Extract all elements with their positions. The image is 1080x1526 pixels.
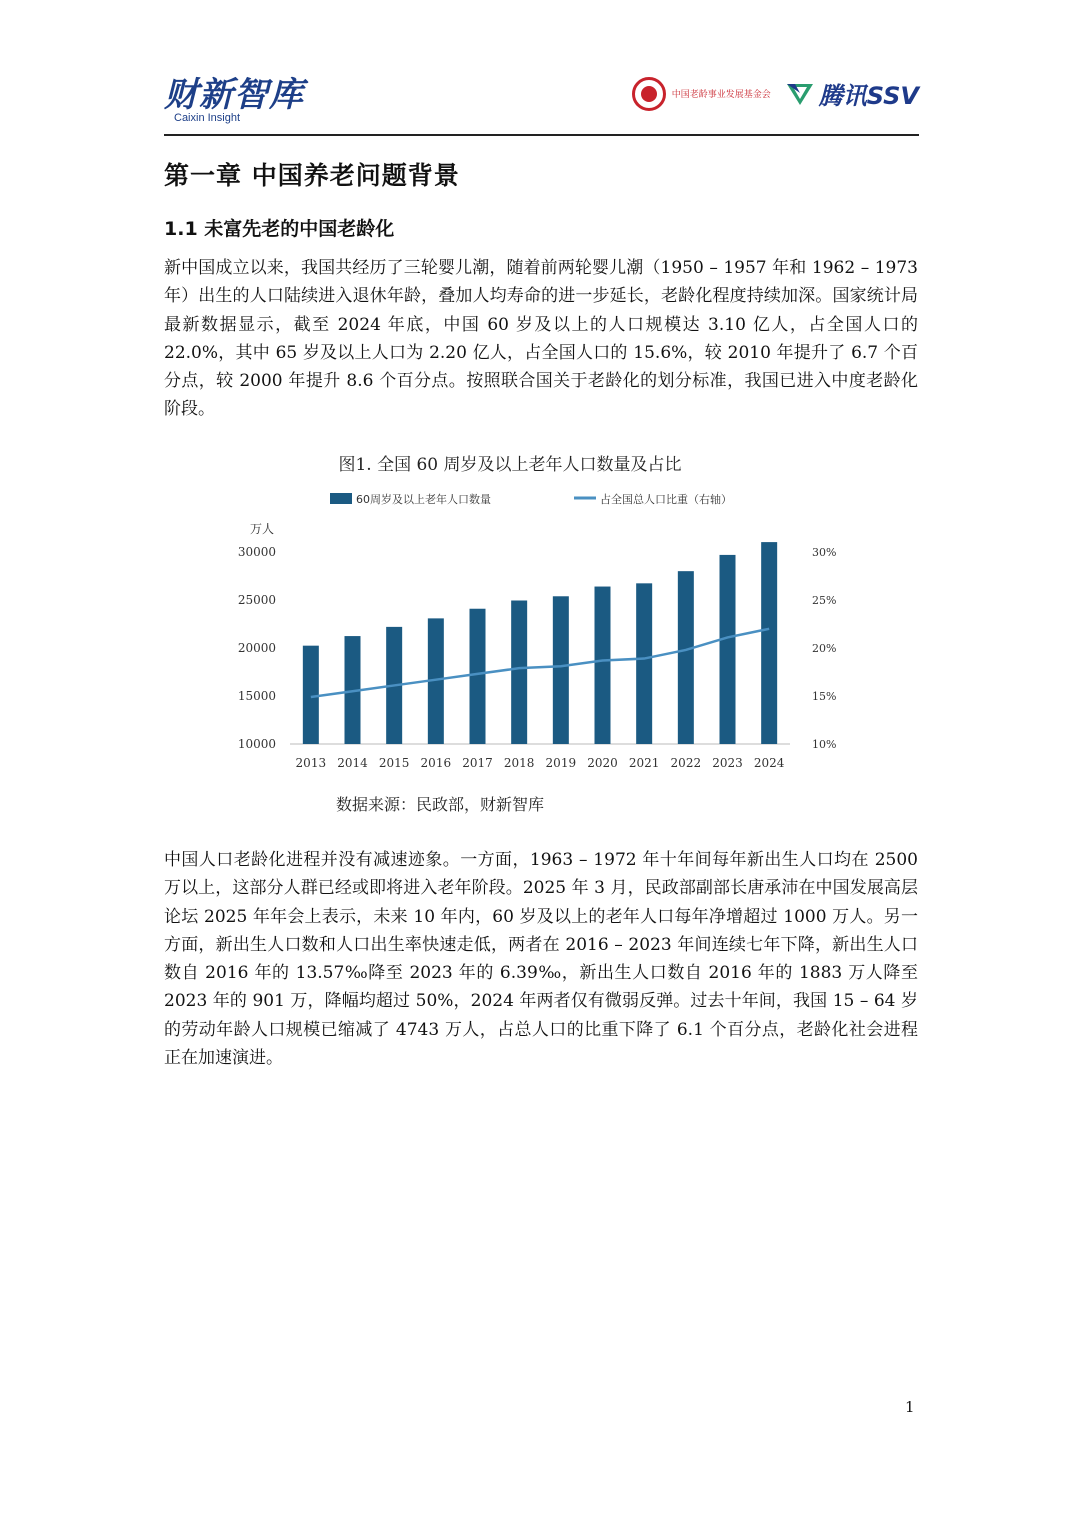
y2-tick-label: 15% xyxy=(812,690,837,703)
x-tick-label: 2024 xyxy=(753,756,785,770)
logo-cn-text: 财新智库 xyxy=(164,75,304,115)
y2-tick-label: 25% xyxy=(812,594,837,607)
tencent-ssv-icon xyxy=(785,81,815,107)
x-tick-label: 2019 xyxy=(545,756,577,770)
y-tick-label: 15000 xyxy=(237,689,276,703)
x-tick-label: 2014 xyxy=(337,756,368,770)
y-axis-ticks xyxy=(238,545,276,751)
bar-2021 xyxy=(636,583,652,744)
page-number: 1 xyxy=(905,1398,915,1416)
x-axis-labels xyxy=(296,756,785,770)
bar-2019 xyxy=(553,596,569,744)
x-tick-label: 2016 xyxy=(420,756,452,770)
partner-logos xyxy=(632,76,919,111)
y-tick-label: 20000 xyxy=(237,641,276,655)
section-title: 1.1 未富先老的中国老龄化 xyxy=(164,218,395,240)
partner-brand-name: 腾讯SSV xyxy=(818,82,919,110)
paragraph-2: 中国人口老龄化进程并没有减速迹象。一方面，1963 – 1972 年十年间每年新出生人口均在 2500 万以上，这部分人群已经或即将进入老年阶段。2025 年 3 月，民政部副部长唐承沛在中国发展高层论坛 2025 年年会上表示，未来 10 年内，60 岁及以上的老年人口每年净增超过 1000 万人。另一方面，新出生人口数和人口出生率快速走低，两者在 2016 – 2023 年间连续七年下降，新出生人口数自 2016 年的 13.57‰降至 2023 年的 6.39‰，新出生人口数自 2016 年的 1883 万人降至 2023 年的 901 万，降幅均超过 50%，2024 年两者仅有微弱反弹。过去十年间，我国 15 – 64 岁的劳动年龄人口规模已缩减了 4743 万人，占总人口的比重下降了 6.1 个百分点，老龄化社会进程正在加速演进。 xyxy=(164,850,918,1069)
x-tick-label: 2020 xyxy=(587,756,618,770)
population-chart xyxy=(220,446,860,826)
y2-tick-label: 20% xyxy=(812,642,837,655)
caixin-logo xyxy=(164,76,304,124)
partner-org-name: 中国老龄事业发展基金会 xyxy=(671,90,771,100)
x-tick-label: 2023 xyxy=(712,756,743,770)
y2-tick-label: 10% xyxy=(812,738,837,751)
bar-2022 xyxy=(678,571,694,744)
x-tick-label: 2013 xyxy=(295,756,327,770)
chart-legend xyxy=(330,492,732,506)
chart-source: 数据来源：民政部，财新智库 xyxy=(335,795,545,814)
legend-bar-swatch xyxy=(330,493,352,504)
ratio-line xyxy=(311,629,769,697)
y-axis-label: 万人 xyxy=(249,522,275,536)
y2-tick-label: 30% xyxy=(812,546,837,559)
y-tick-label: 25000 xyxy=(237,593,276,607)
bar-2018 xyxy=(511,600,527,744)
bar-2013 xyxy=(303,646,319,744)
foundation-emblem-icon xyxy=(632,77,666,111)
x-tick-label: 2021 xyxy=(628,756,660,770)
bar-2020 xyxy=(595,587,611,744)
figure-1 xyxy=(220,446,860,826)
chart-title: 图1. 全国 60 周岁及以上老年人口数量及占比 xyxy=(338,455,682,475)
bar-2023 xyxy=(720,555,736,744)
legend-bar-label: 60周岁及以上老年人口数量 xyxy=(356,493,491,506)
bar-2024 xyxy=(761,542,777,744)
y-tick-label: 10000 xyxy=(237,737,276,751)
chapter-title: 第一章 中国养老问题背景 xyxy=(164,161,460,190)
x-tick-label: 2018 xyxy=(503,756,535,770)
y-tick-label: 30000 xyxy=(237,545,276,559)
y2-axis-ticks xyxy=(812,546,836,751)
logo-en-text: Caixin Insight xyxy=(174,112,241,124)
legend-line-label: 占全国总人口比重（右轴） xyxy=(600,493,732,506)
bar-2017 xyxy=(470,609,486,744)
x-tick-label: 2022 xyxy=(670,756,702,770)
x-tick-label: 2015 xyxy=(378,756,410,770)
paragraph-1: 新中国成立以来，我国共经历了三轮婴儿潮，随着前两轮婴儿潮（1950 – 1957 年和 1962 – 1973 年）出生的人口陆续进入退休年龄，叠加人均寿命的进一步延长，老龄化程度持续加深。国家统计局最新数据显示，截至 2024 年底，中国 60 岁及以上的人口规模达 3.10 亿人，占全国人口的 22.0%，其中 65 岁及以上人口为 2.20 亿人，占全国人口的 15.6%，较 2010 年提升了 6.7 个百分点，较 2000 年提升 8.6 个百分点。按照联合国关于老龄化的划分标准，我国已进入中度老龄化阶段。 xyxy=(164,258,918,420)
page-header xyxy=(164,72,919,136)
x-tick-label: 2017 xyxy=(462,756,493,770)
